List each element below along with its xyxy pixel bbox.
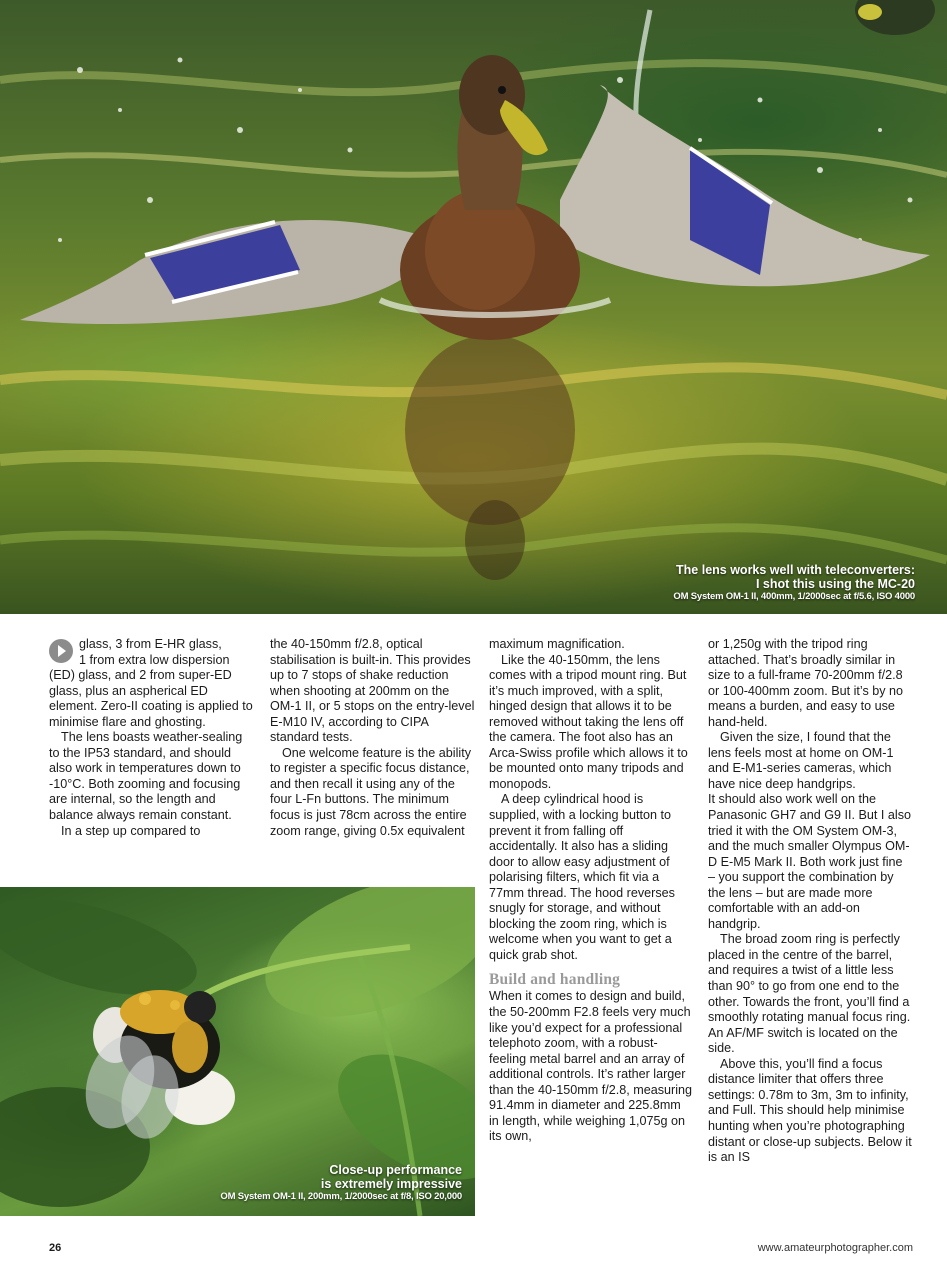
col3-paragraph-4: When it comes to design and build, the 50-200mm F2.8 feels very much like you’d expect for a professional telephoto zoom, with a robust-feeling metal barrel and an array of additional controls. It’s rather larger than the 40-150mm f/2.8, measuring 91.4mm in diameter and 225.8mm in length, while weighing 1,075g on its own, <box>489 989 693 1144</box>
col2-paragraph-1: the 40-150mm f/2.8, optical stabilisation is built-in. This provides up to 7 stops of shake reduction when shooting at 200mm on the OM-1 II, or 5 stops on the entry-level E-M10 IV, according to CIPA standard tests. <box>270 637 475 745</box>
text-column-1 <box>49 637 254 839</box>
bee-caption <box>142 1163 462 1203</box>
hero-caption-exif: OM System OM-1 II, 400mm, 1/2000sec at f/5.6, ISO 4000 <box>673 591 915 602</box>
text-column-3 <box>489 637 694 1145</box>
bee-caption-exif: OM System OM-1 II, 200mm, 1/2000sec at f/8, ISO 20,000 <box>220 1191 462 1202</box>
col4-paragraph-2b: It should also work well on the Panasonic GH7 and G9 II. But I also tried it with the OM System OM-3, and the much smaller Olympus OM-D E-M5 Mark II. Both work just fine – you support the combination by the lens – but are made more comfortable with an add-on handgrip. <box>708 792 912 931</box>
continued-arrow-icon <box>49 639 73 663</box>
duck-photo <box>0 0 947 614</box>
section-heading-build-and-handling: Build and handling <box>489 971 621 989</box>
col3-paragraph-3: A deep cylindrical hood is supplied, with a locking button to prevent it from falling off accidentally. It also has a sliding door to allow easy adjustment of polarising filters, which fit via a 77mm thread. The hood reverses snugly for storage, and without blocking the zoom ring, which is welcome when you want to get a quick grab shot. <box>489 792 675 962</box>
duck-illustration <box>0 0 947 614</box>
col3-paragraph-2: Like the 40-150mm, the lens comes with a tripod mount ring. But it’s much improved, with a split, hinged design that allows it to be removed without taking the lens off the camera. The foot also has an Arca-Swiss profile which allows it to be mounted onto many tripods and monopods. <box>489 652 688 791</box>
text-column-4 <box>708 637 913 1166</box>
col4-paragraph-2: Given the size, I found that the lens feels most at home on OM-1 and E-M1-series cameras, which have nice deep handgrips. <box>708 730 894 791</box>
col1-paragraph-1 <box>49 653 254 731</box>
bee-caption-line2: is extremely impressive <box>320 1177 462 1191</box>
bee-photo <box>0 887 475 1216</box>
col2-paragraph-2: One welcome feature is the ability to register a specific focus distance, and then recall it using any of the four L-Fn buttons. The minimum focus is just 78cm across the entire zoom range, giving 0.5x equivalent <box>270 745 471 838</box>
hero-caption-line2: I shot this using the MC-20 <box>755 577 915 591</box>
col1-paragraph-1-start: glass, 3 from E-HR glass, <box>79 637 222 651</box>
col3-paragraph-1: maximum magnification. <box>489 637 625 651</box>
hero-caption <box>595 563 915 603</box>
col4-paragraph-1: or 1,250g with the tripod ring attached. That’s broadly similar in size to a full-frame 70-200mm f/2.8 or 100-400mm zoom. But it’s by no means a burden, and easy to use hand-held. <box>708 637 904 729</box>
col4-paragraph-3: The broad zoom ring is perfectly placed in the centre of the barrel, and requires a twist of a little less than 90° to go from one end to the other. Towards the front, you’ll find a smoothly rotating manual focus ring. An AF/MF switch is located on the side. <box>708 932 911 1056</box>
col4-paragraph-4: Above this, you’ll find a focus distance limiter that offers three settings: 0.78m to 3m, 3m to infinity, and Full. This should help minimise hunting when you’re photographing distant or close-up subjects. Below it is an IS <box>708 1056 912 1165</box>
website-url: www.amateurphotographer.com <box>757 1242 913 1254</box>
bee-caption-line1: Close-up performance <box>329 1163 462 1177</box>
col1-paragraph-1-rest: 1 from extra low dispersion (ED) glass, and 2 from super-ED glass, plus an aspherical ED element. Zero-II coating is applied to minimise flare and ghosting. <box>49 652 253 729</box>
col1-paragraph-2: The lens boasts weather-sealing to the IP53 standard, and should also work in temperatures down to -10°C. Both zooming and focusing are internal, so the length and balance always remain constant. <box>49 730 243 823</box>
text-column-2 <box>270 637 475 839</box>
col1-paragraph-3: In a step up compared to <box>61 823 201 838</box>
page-number: 26 <box>49 1242 62 1254</box>
hero-caption-line1: The lens works well with teleconverters: <box>676 563 915 577</box>
